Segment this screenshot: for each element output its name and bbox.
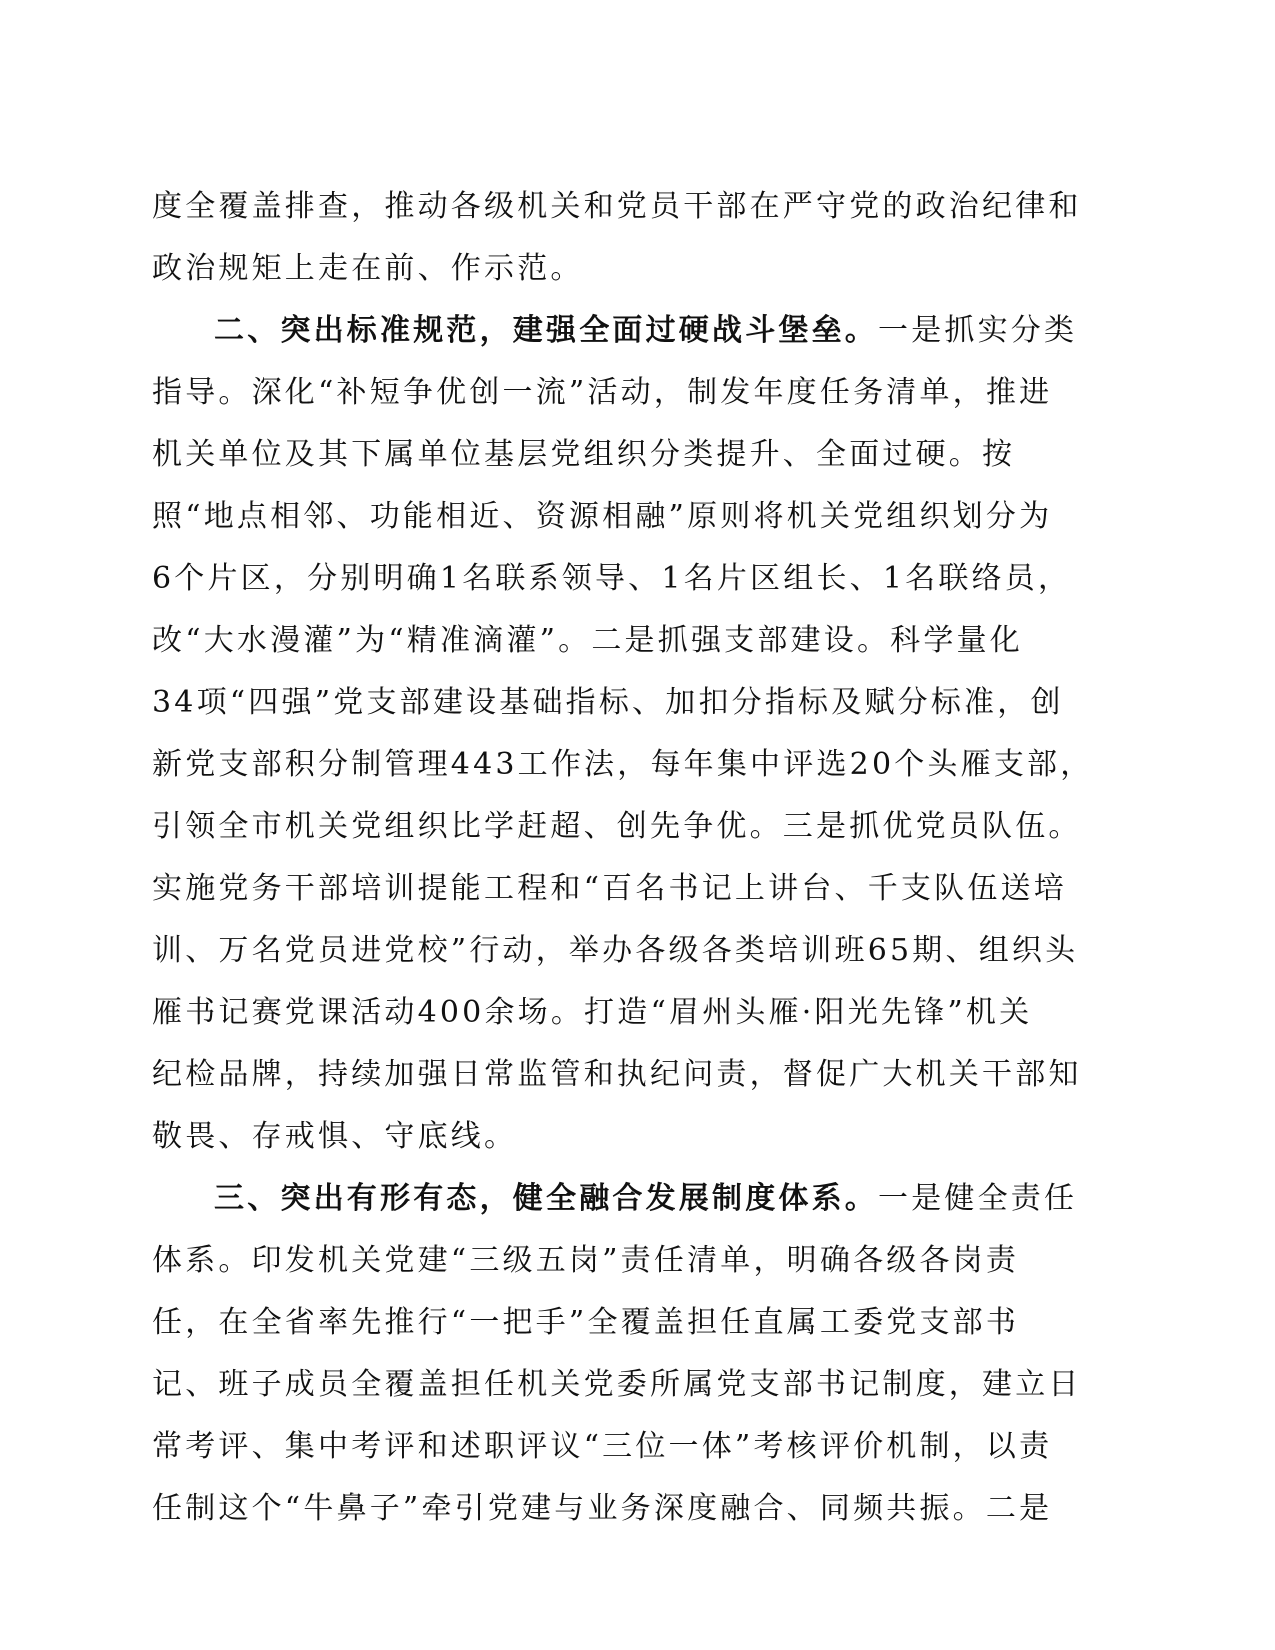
- section-3-heading: 三、突出有形有态，健全融合发展制度体系。: [214, 1181, 878, 1216]
- paragraph-2-line-1: [152, 300, 1092, 362]
- section-2-heading: 二、突出标准规范，建强全面过硬战斗堡垒。: [214, 313, 878, 348]
- paragraph-2-line-2: 指导。深化“补短争优创一流”活动，制发年度任务清单，推进: [152, 375, 1053, 410]
- paragraph-2-line-12: 雁书记赛党课活动400余场。打造“眉州头雁·阳光先锋”机关: [152, 995, 1033, 1030]
- paragraph-2-line-3: 机关单位及其下属单位基层党组织分类提升、全面过硬。按: [152, 437, 1016, 472]
- document-body: [152, 176, 1092, 1540]
- paragraph-3-line-1: [152, 1168, 1092, 1230]
- paragraph-3-line-1-text: 一是健全责任: [878, 1181, 1078, 1216]
- paragraph-3-line-4: 记、班子成员全覆盖担任机关党委所属党支部书记制度，建立日: [152, 1367, 1082, 1402]
- paragraph-2-line-13: 纪检品牌，持续加强日常监管和执纪问责，督促广大机关干部知: [152, 1057, 1082, 1092]
- paragraph-2-line-11: 训、万名党员进党校”行动，举办各级各类培训班65期、组织头: [152, 933, 1079, 968]
- paragraph-1-line-2: 政治规矩上走在前、作示范。: [152, 251, 584, 286]
- paragraph-2-line-7: 34项“四强”党支部建设基础指标、加扣分指标及赋分标准，创: [152, 685, 1064, 720]
- paragraph-3-line-2: 体系。印发机关党建“三级五岗”责任清单，明确各级各岗责: [152, 1243, 1020, 1278]
- paragraph-2-line-10: 实施党务干部培训提能工程和“百名书记上讲台、千支队伍送培: [152, 871, 1067, 906]
- paragraph-2-line-5: 6个片区，分别明确1名联系领导、1名片区组长、1名联络员，: [152, 561, 1072, 596]
- paragraph-2-line-9: 引领全市机关党组织比学赶超、创先争优。三是抓优党员队伍。: [152, 809, 1082, 844]
- paragraph-2-line-8: 新党支部积分制管理443工作法，每年集中评选20个头雁支部，: [152, 747, 1094, 782]
- paragraph-3-line-6: 任制这个“牛鼻子”牵引党建与业务深度融合、同频共振。二是: [152, 1491, 1053, 1526]
- paragraph-3-line-5: 常考评、集中考评和述职评议“三位一体”考核评价机制，以责: [152, 1429, 1053, 1464]
- paragraph-1-line-1: 度全覆盖排查，推动各级机关和党员干部在严守党的政治纪律和: [152, 189, 1082, 224]
- paragraph-2-line-6: 改“大水漫灌”为“精准滴灌”。二是抓强支部建设。科学量化: [152, 623, 1023, 658]
- paragraph-2-line-1-text: 一是抓实分类: [878, 313, 1078, 348]
- paragraph-2-line-4: 照“地点相邻、功能相近、资源相融”原则将机关党组织划分为: [152, 499, 1053, 534]
- paragraph-2-line-14: 敬畏、存戒惧、守底线。: [152, 1119, 518, 1154]
- paragraph-3-line-3: 任，在全省率先推行“一把手”全覆盖担任直属工委党支部书: [152, 1305, 1020, 1340]
